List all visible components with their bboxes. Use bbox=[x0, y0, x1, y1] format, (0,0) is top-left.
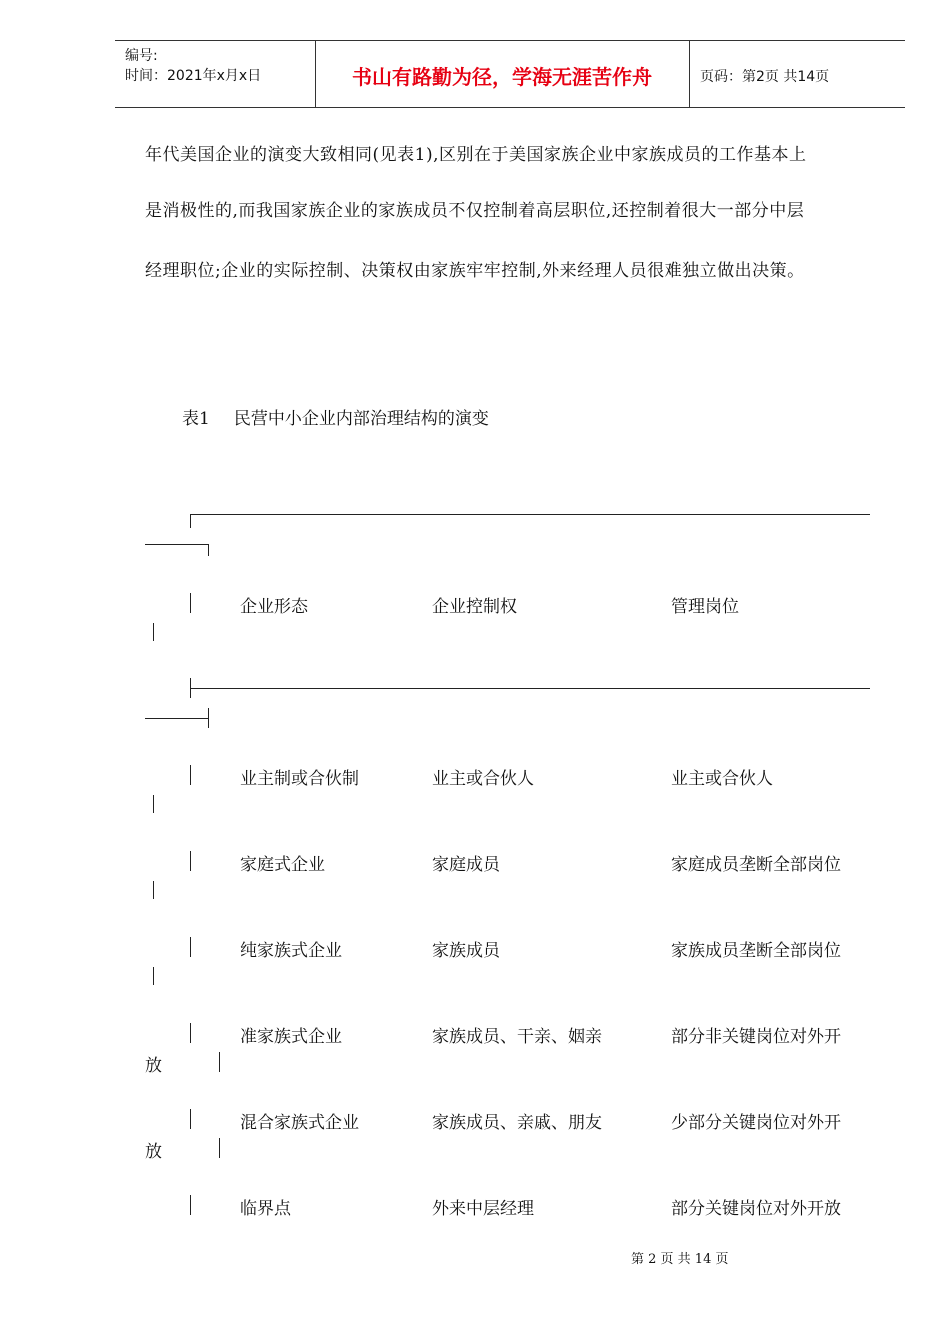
table-caption-number: 表1 bbox=[182, 409, 210, 429]
table-cell: 业主或合伙人 bbox=[671, 769, 773, 789]
header-slogan: 书山有路勤为径，学海无涯苦作舟 bbox=[352, 65, 652, 89]
table-cell: 混合家族式企业 bbox=[240, 1113, 359, 1133]
table-header-cell: 管理岗位 bbox=[671, 597, 739, 617]
table-row-left-bar bbox=[190, 851, 191, 871]
document-time-label: 时间：2021年x月x日 bbox=[125, 68, 262, 84]
body-paragraph-line: 经理职位;企业的实际控制、决策权由家族牢牢控制,外来经理人员很难独立做出决策。 bbox=[145, 261, 805, 281]
table-row-right-bar bbox=[219, 1052, 220, 1072]
table-cell: 准家族式企业 bbox=[240, 1027, 342, 1047]
table-row-right-bar bbox=[153, 623, 154, 641]
table-row-right-bar bbox=[153, 967, 154, 985]
table-corner-top-left bbox=[190, 514, 191, 528]
table-cell: 少部分关键岗位对外开 bbox=[671, 1113, 841, 1133]
document-number-label: 编号: bbox=[125, 48, 158, 64]
table-caption-title: 民营中小企业内部治理结构的演变 bbox=[233, 409, 489, 429]
table-cell: 纯家族式企业 bbox=[240, 941, 342, 961]
table-cell: 家庭式企业 bbox=[240, 855, 325, 875]
table-separator-right bbox=[208, 708, 209, 728]
page-header bbox=[115, 40, 905, 108]
table-cell: 临界点 bbox=[240, 1199, 291, 1219]
table-top-border-wrap bbox=[145, 544, 209, 545]
table-cell: 家族成员垄断全部岗位 bbox=[671, 941, 841, 961]
table-cell: 部分关键岗位对外开放 bbox=[671, 1199, 841, 1219]
table-cell: 家庭成员 bbox=[432, 855, 500, 875]
table-cell: 家庭成员垄断全部岗位 bbox=[671, 855, 841, 875]
table-row-left-bar bbox=[190, 765, 191, 785]
table-row-right-bar bbox=[153, 881, 154, 899]
table-cell-wrap: 放 bbox=[145, 1056, 162, 1076]
body-paragraph-line: 是消极性的,而我国家族企业的家族成员不仅控制着高层职位,还控制着很大一部分中层 bbox=[145, 201, 805, 221]
table-row-left-bar bbox=[190, 593, 191, 613]
table-cell: 部分非关键岗位对外开 bbox=[671, 1027, 841, 1047]
table-corner-top-right bbox=[208, 544, 209, 556]
table-row-left-bar bbox=[190, 1109, 191, 1129]
table-cell: 家族成员 bbox=[432, 941, 500, 961]
table-cell: 家族成员、干亲、姻亲 bbox=[432, 1027, 602, 1047]
table-caption bbox=[182, 404, 489, 429]
page-footer: 第 2 页 共 14 页 bbox=[631, 1252, 729, 1267]
table-row-right-bar bbox=[219, 1138, 220, 1158]
table-header-separator bbox=[190, 688, 870, 689]
table-header-separator-wrap bbox=[145, 718, 209, 719]
table-cell: 外来中层经理 bbox=[432, 1199, 534, 1219]
table-top-border bbox=[190, 514, 870, 515]
table-cell: 业主或合伙人 bbox=[432, 769, 534, 789]
table-cell: 业主制或合伙制 bbox=[240, 769, 359, 789]
header-meta-cell bbox=[115, 41, 316, 107]
header-page-cell bbox=[690, 41, 905, 107]
body-paragraph-line: 年代美国企业的演变大致相同(见表1),区别在于美国家族企业中家族成员的工作基本上 bbox=[145, 145, 807, 165]
table-row-left-bar bbox=[190, 1023, 191, 1043]
table-cell: 家族成员、亲戚、朋友 bbox=[432, 1113, 602, 1133]
table-row-right-bar bbox=[153, 795, 154, 813]
table-header-cell: 企业控制权 bbox=[432, 597, 517, 617]
table-header-cell: 企业形态 bbox=[240, 597, 308, 617]
table-row-left-bar bbox=[190, 937, 191, 957]
table-cell-wrap: 放 bbox=[145, 1142, 162, 1162]
header-slogan-cell bbox=[315, 41, 690, 107]
header-page-info: 页码：第2页 共14页 bbox=[700, 69, 830, 85]
table-row-left-bar bbox=[190, 1195, 191, 1215]
